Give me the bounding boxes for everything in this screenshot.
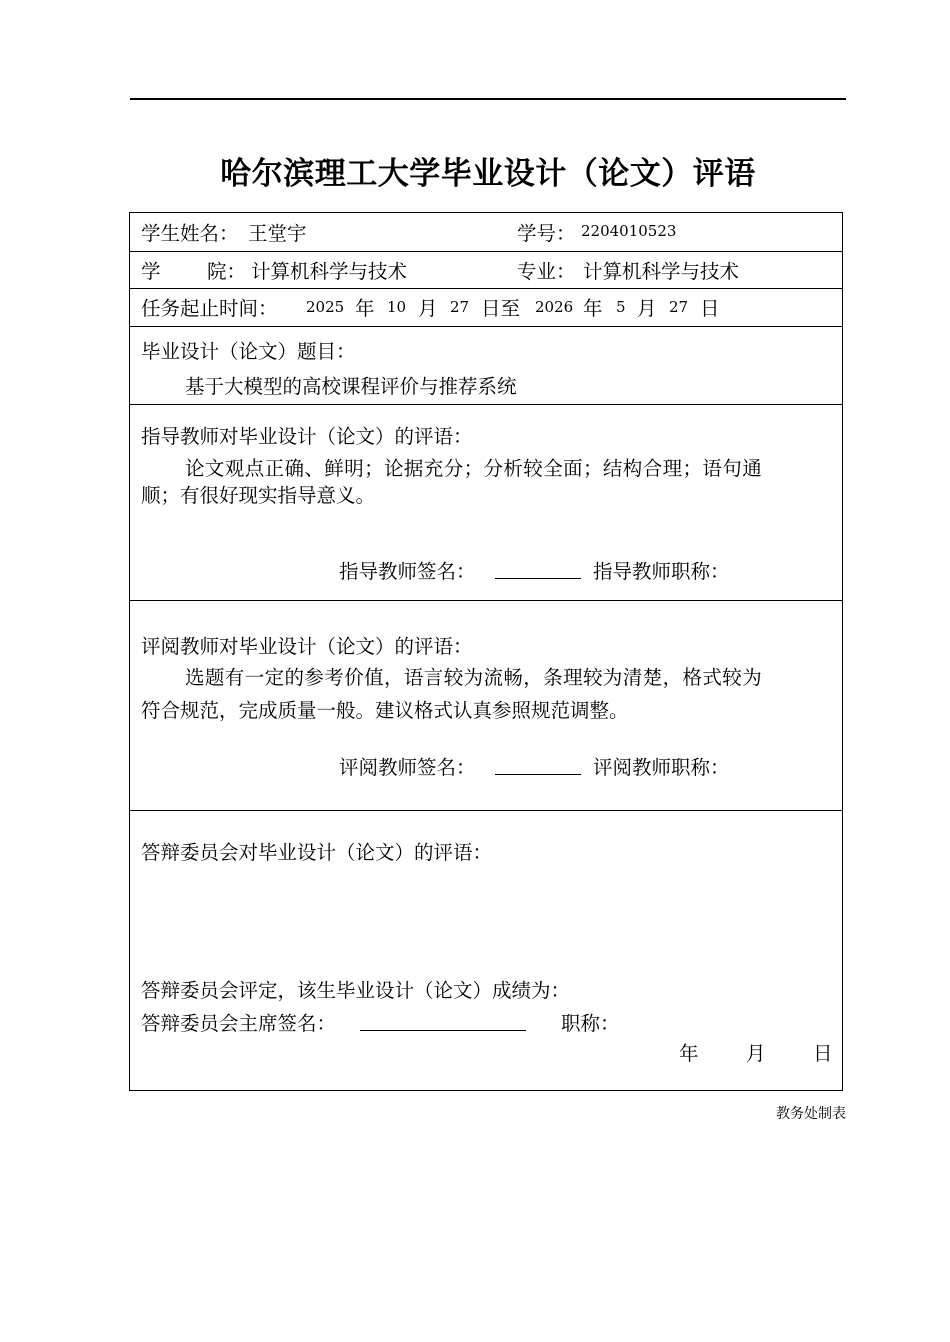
period-start-month: 10 — [387, 298, 407, 316]
reviewer-comment-line2: 符合规范，完成质量一般。建议格式认真参照规范调整。 — [141, 699, 629, 722]
reviewer-comment-line1: 选题有一定的参考价值，语言较为流畅，条理较为清楚，格式较为 — [185, 666, 763, 689]
major-label: 专业： — [517, 260, 576, 283]
period-day-to: 日至 — [481, 297, 521, 320]
committee-date-year: 年 — [679, 1042, 699, 1065]
period-end-month: 5 — [616, 298, 626, 316]
reviewer-section — [130, 600, 842, 810]
advisor-sign-line[interactable] — [495, 578, 581, 579]
student-row — [130, 213, 842, 251]
period-row — [130, 288, 842, 326]
period-month-1: 月 — [418, 297, 438, 320]
college-value: 计算机科学与技术 — [251, 260, 408, 283]
advisor-title-label: 指导教师职称： — [593, 560, 730, 583]
reviewer-sign-label: 评阅教师签名： — [339, 756, 476, 779]
period-start-day: 27 — [450, 298, 470, 316]
period-year-2: 年 — [583, 297, 603, 320]
footer-note: 教务处制表 — [776, 1106, 846, 1122]
period-month-2: 月 — [637, 297, 657, 320]
period-label: 任务起止时间： — [141, 297, 278, 320]
committee-title-label: 职称： — [561, 1012, 620, 1035]
topic-label: 毕业设计（论文）题目： — [141, 340, 356, 363]
advisor-heading: 指导教师对毕业设计（论文）的评语： — [141, 425, 473, 448]
major-value: 计算机科学与技术 — [583, 260, 740, 283]
student-name: 王堂宇 — [248, 222, 307, 245]
period-end-year: 2026 — [535, 298, 574, 316]
document-title: 哈尔滨理工大学毕业设计（论文）评语 — [220, 156, 756, 192]
committee-grade-label: 答辩委员会评定，该生毕业设计（论文）成绩为： — [141, 979, 571, 1002]
reviewer-sign-line[interactable] — [495, 774, 581, 775]
advisor-sign-label: 指导教师签名： — [339, 560, 476, 583]
college-row — [130, 251, 842, 288]
college-label-a: 学 — [141, 260, 161, 283]
reviewer-title-label: 评阅教师职称： — [593, 756, 730, 779]
committee-chair-sign-line[interactable] — [360, 1030, 526, 1031]
college-label-b: 院： — [207, 260, 247, 283]
student-name-label: 学生姓名： — [141, 222, 239, 245]
committee-chair-sign-label: 答辩委员会主席签名： — [141, 1012, 337, 1035]
reviewer-heading: 评阅教师对毕业设计（论文）的评语： — [141, 635, 473, 658]
top-rule — [130, 98, 846, 100]
student-id: 2204010523 — [581, 222, 677, 240]
student-id-label: 学号： — [517, 222, 576, 245]
committee-date-month: 月 — [746, 1042, 766, 1065]
committee-heading: 答辩委员会对毕业设计（论文）的评语： — [141, 841, 493, 864]
period-end-day: 27 — [669, 298, 689, 316]
advisor-comment-line1: 论文观点正确、鲜明；论据充分；分析较全面；结构合理；语句通 — [185, 457, 763, 480]
period-day: 日 — [700, 297, 720, 320]
topic-value: 基于大模型的高校课程评价与推荐系统 — [185, 375, 517, 398]
period-year-1: 年 — [355, 297, 375, 320]
topic-row — [130, 326, 842, 404]
committee-section — [130, 810, 842, 1092]
advisor-comment-line2: 顺；有很好现实指导意义。 — [141, 484, 376, 507]
committee-date-day: 日 — [813, 1042, 833, 1065]
evaluation-form — [129, 212, 843, 1091]
advisor-section — [130, 404, 842, 600]
period-start-year: 2025 — [306, 298, 345, 316]
